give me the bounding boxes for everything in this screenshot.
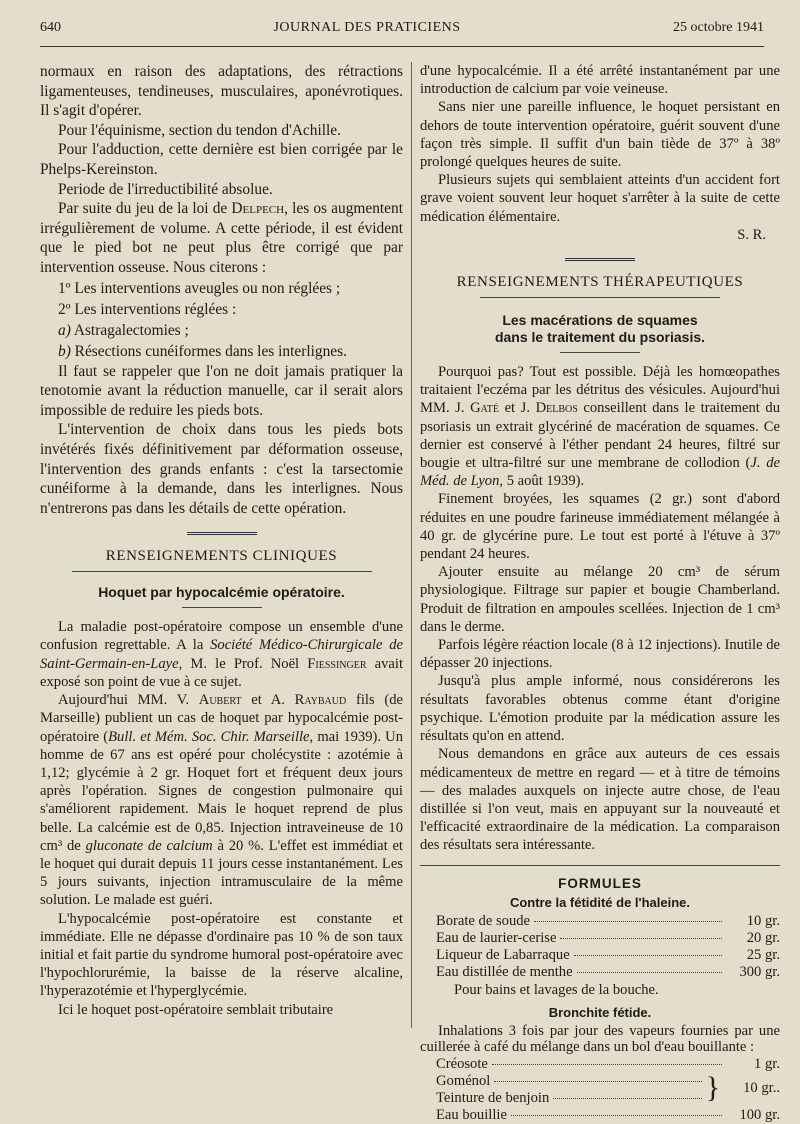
paragraph: Par suite du jeu de la loi de Delpech, les os augmentent irrégulièrement de volume. A cette période, il est évident que le pied bot ne peut plus être corrigé que par intervention osseuse. Nous citerons : bbox=[40, 200, 403, 276]
paragraph: Finement broyées, les squames (2 gr.) sont d'abord réduites en une poudre farineuse immédiatement mélangée à 40 gr. de glycérine pure. Le tout est porté à l'étuve à 37º pendant 24 heures. bbox=[420, 491, 780, 563]
formula-title: Contre la fétidité de l'haleine. bbox=[509, 894, 691, 910]
title-rule bbox=[182, 607, 262, 608]
section-heading: RENSEIGNEMENTS THÉRAPEUTIQUES bbox=[456, 274, 744, 291]
title-rule bbox=[560, 352, 640, 353]
formulas-heading: FORMULES bbox=[558, 875, 642, 891]
paragraph: Parfois légère réaction locale (8 à 12 injections). Inutile de dépasser 20 injections. bbox=[420, 637, 781, 672]
article-title: Les macérations de squames dans le traitement du psoriasis. bbox=[494, 312, 706, 346]
list-item: 2º Les interventions réglées : bbox=[58, 300, 237, 318]
paragraph: Pourquoi pas? Tout est possible. Déjà les homœopathes traitaient l'eczéma par les détritus des vésicules. Aujourd'hui MM. J. Gaté et J. Delbos conseillent dans le traitement du psoriasis un extrait glycériné de macération de squames. Ce dernier est conservé à l'éther pendant 24 heures, filtré sur bougie et ultra-filtré sur une membrane de collodion (J. de Méd. de Lyon, 5 août 1939). bbox=[420, 364, 781, 490]
author-signature: S. R. bbox=[737, 226, 766, 243]
paragraph: La maladie post-opératoire compose un ensemble d'une confusion regrettable. A la Société Médico-Chirurgicale de Saint-Germain-en-Laye, M. le Prof. Noël Fiessinger avait exposé son point de vue à ce sujet. bbox=[40, 619, 403, 690]
intervention-list bbox=[40, 278, 403, 362]
section-rule bbox=[72, 571, 372, 572]
recipe-row: Eau distillée de menthe 300 gr. bbox=[436, 963, 780, 980]
section-rule bbox=[480, 297, 720, 298]
paragraph: Pour l'équinisme, section du tendon d'Achille. bbox=[58, 121, 341, 139]
paragraph: Sans nier une pareille influence, le hoquet persistant en dehors de toute intervention opératoire, guérit souvent d'une façon très simple. Il suffit d'un bain tiède de 37º à 38º prolongé quelques heures de suite. bbox=[420, 99, 780, 171]
paragraph: L'hypocalcémie post-opératoire est constante et immédiate. Elle ne dépasse d'ordinaire pas 10 % de son taux initial et fait partie du syndrome humoral post-opératoire avec l'hypochlorurémie, la baisse de la réserve alcaline, l'hyperazotémie et l'hyperglycémie. bbox=[40, 910, 403, 1000]
recipe-row: Eau de laurier-cerise 20 gr. bbox=[436, 929, 780, 946]
paragraph: d'une hypocalcémie. Il a été arrêté instantanément par une introduction de calcium par voie veineuse. bbox=[420, 63, 780, 98]
paragraph: L'intervention de choix dans tous les pieds bots invétérés fixés définitivement par déformation osseuse, l'intervention des grands enfants : c'est la tarsectomie cunéiforme à la demande, dans les interlignes. Nous n'entrerons pas dans les détails de cette opération. bbox=[40, 421, 403, 517]
page-header bbox=[40, 20, 764, 47]
right-column bbox=[420, 62, 780, 1124]
formula-intro: Inhalations 3 fois par jour des vapeurs fournies par une cuillerée à café du mélange dans un bol d'eau bouillante : bbox=[420, 1022, 780, 1056]
section-separator bbox=[187, 532, 257, 538]
formulas-rule bbox=[420, 865, 780, 866]
list-item: a) Astragalectomies ; bbox=[58, 321, 189, 339]
left-column bbox=[40, 62, 403, 1019]
section-heading: RENSEIGNEMENTS CLINIQUES bbox=[105, 548, 338, 565]
brace-symbol: } bbox=[705, 1070, 720, 1104]
paragraph: Aujourd'hui MM. V. Aubert et A. Raybaud fils (de Marseille) publient un cas de hoquet par hypocalcémie post-opératoire (Bull. et Mém. Soc. Chir. Marseille, mai 1939). Un homme de 67 ans est opéré pour cholécystite : azotémie à 1,12; glycémie à 2 gr. Hoquet fort et fréquent deux jours après l'opération. Signes de congestion pulmonaire qui s'améliorent rapidement. Mais le hoquet reprend de plus belle. La calcémie est de 0,85. Injection intraveineuse de 10 cm³ de gluconate de calcium à 20 %. L'effet est immédiat et le hoquet qui durait depuis 11 jours cesse instantanément. Les 5 jours suivants, injection intramusculaire de la même solution. Le malade est guéri. bbox=[40, 692, 403, 909]
paragraph: Il faut se rappeler que l'on ne doit jamais pratiquer la tenotomie avant la réduction manuelle, car il serait alors impossible de reduire les pieds bots. bbox=[40, 362, 403, 419]
article-title: Hoquet par hypocalcémie opératoire. bbox=[98, 584, 345, 601]
paragraph: Plusieurs sujets qui semblaient atteints d'un accident fort grave voient souvent leur hoquet s'arrêter à la suite de cette médication élémentaire. bbox=[420, 172, 780, 225]
paragraph: Jusqu'à plus ample informé, nous considérerons les résultats favorables obtenus comme étant d'origine psychique. L'émotion produite par la médication assure les résultats qu'on en attend. bbox=[420, 673, 780, 745]
list-item: b) Résections cunéiformes dans les interlignes. bbox=[58, 342, 347, 360]
paragraph: normaux en raison des adaptations, des rétractions ligamenteuses, tendineuses, musculaires, aponévrotiques. Il s'agit d'opérer. bbox=[40, 63, 403, 120]
formula-recipe bbox=[436, 1056, 780, 1124]
recipe-row: Créosote 1 gr. bbox=[436, 1055, 780, 1072]
page-number: 640 bbox=[40, 20, 61, 35]
recipe-brace-group: Goménol Teinture de benjoin } 10 gr.. bbox=[436, 1070, 780, 1106]
formula-note: Pour bains et lavages de la bouche. bbox=[454, 981, 659, 998]
recipe-row: Eau bouillie 100 gr. bbox=[436, 1106, 780, 1123]
author-name: Delpech bbox=[231, 200, 285, 218]
recipe-row: Borate de soude 10 gr. bbox=[436, 912, 780, 929]
paragraph: Pour l'adduction, cette dernière est bien corrigée par le Phelps-Kereinston. bbox=[40, 141, 403, 178]
paragraph: Periode de l'irreductibilité absolue. bbox=[58, 180, 273, 198]
journal-title: JOURNAL DES PRATICIENS bbox=[273, 20, 461, 35]
column-divider bbox=[411, 62, 412, 1028]
paragraph: Ici le hoquet post-opératoire semblait tributaire bbox=[58, 1001, 334, 1018]
issue-date: 25 octobre 1941 bbox=[673, 20, 764, 35]
formula-recipe bbox=[436, 913, 780, 981]
recipe-row: Liqueur de Labarraque 25 gr. bbox=[436, 946, 780, 963]
formula-title: Bronchite fétide. bbox=[548, 1004, 652, 1020]
list-item: 1º Les interventions aveugles ou non réglées ; bbox=[58, 279, 341, 297]
paragraph: Ajouter ensuite au mélange 20 cm³ de sérum physiologique. Filtrage sur papier et bougie Chamberland. Produit de filtration en ampoules scellées. Injection de 1 cm³ dans le derme. bbox=[420, 564, 780, 635]
paragraph: Nous demandons en grâce aux auteurs de ces essais médicamenteux de mettre en regard — et à titre de témoins — des malades auxquels on injecte autre chose, de l'eau distillée si l'on veut, mais en appuyant sur la nouveauté et l'efficacité extraordinaire de la médication. La comparaison des résultats sera intéressante. bbox=[420, 746, 780, 854]
section-separator bbox=[565, 258, 635, 264]
